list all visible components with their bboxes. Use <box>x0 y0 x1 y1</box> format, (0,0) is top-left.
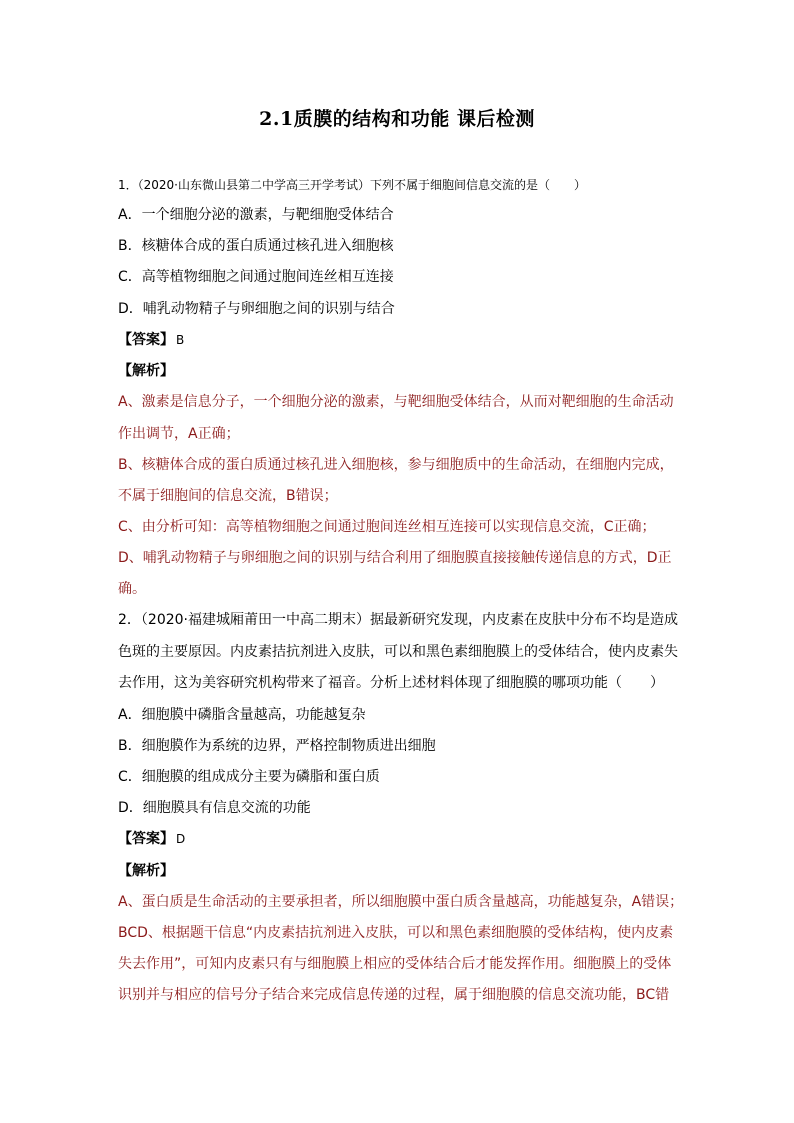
q1-answer <box>118 330 184 350</box>
q2-analysis-line-3: 失去作用”，可知内皮素只有与细胞膜上相应的受体结合后才能发挥作用。细胞膜上的受体 <box>118 956 672 972</box>
q1-analysis-line-4: 不属于细胞间的信息交流，B错误； <box>118 488 338 504</box>
q1-option-b: B．核糖体合成的蛋白质通过核孔进入细胞核 <box>118 238 394 254</box>
q1-analysis-line-3: B、核糖体合成的蛋白质通过核孔进入细胞核，参与细胞质中的生命活动，在细胞内完成， <box>118 457 674 473</box>
q1-analysis-line-1: A、激素是信息分子，一个细胞分泌的激素，与靶细胞受体结合，从而对靶细胞的生命活动 <box>118 394 674 410</box>
q1-analysis-line-5: C、由分析可知：高等植物细胞之间通过胞间连丝相互连接可以实现信息交流，C正确； <box>118 519 656 535</box>
q1-stem: 1．（2020·山东微山县第二中学高三开学考试）下列不属于细胞间信息交流的是（ ） <box>118 178 586 192</box>
q2-option-d: D．细胞膜具有信息交流的功能 <box>118 800 311 816</box>
q2-option-c: C．细胞膜的组成成分主要为磷脂和蛋白质 <box>118 769 380 785</box>
q1-option-c: C．高等植物细胞之间通过胞间连丝相互连接 <box>118 269 394 285</box>
q2-option-a: A．细胞膜中磷脂含量越高，功能越复杂 <box>118 707 366 723</box>
q2-analysis-line-2: BCD、根据题干信息“内皮素拮抗剂进入皮肤，可以和黑色素细胞膜的受体结构，使内皮素 <box>118 925 674 941</box>
q2-stem-line-3: 去作用，这为美容研究机构带来了福音。分析上述材料体现了细胞膜的哪项功能（ ） <box>118 675 664 691</box>
q1-analysis-label: 【解析】 <box>118 363 174 379</box>
q2-answer-label: 【答案】 <box>118 831 174 847</box>
q2-answer <box>118 829 185 849</box>
q1-analysis-line-6: D、哺乳动物精子与卵细胞之间的识别与结合利用了细胞膜直接接触传递信息的方式，D正 <box>118 550 672 566</box>
q1-analysis-line-7: 确。 <box>118 581 146 597</box>
q2-analysis-line-4: 识别并与相应的信号分子结合来完成信息传递的过程，属于细胞膜的信息交流功能，BC错 <box>118 987 670 1003</box>
q1-answer-label: 【答案】 <box>118 332 174 348</box>
q2-stem-line-2: 色斑的主要原因。内皮素拮抗剂进入皮肤，可以和黑色素细胞膜上的受体结合，使内皮素失 <box>118 644 678 660</box>
q2-answer-value: D <box>176 832 186 846</box>
q2-stem-line-1: 2．（2020·福建城厢莆田一中高二期末）据最新研究发现，内皮素在皮肤中分布不均是造成 <box>118 612 678 628</box>
q2-analysis-label: 【解析】 <box>118 863 174 879</box>
q1-answer-value: B <box>176 333 185 347</box>
q2-option-b: B．细胞膜作为系统的边界，严格控制物质进出细胞 <box>118 738 436 754</box>
q1-analysis-line-2: 作出调节，A正确； <box>118 426 240 442</box>
q1-option-a: A．一个细胞分泌的激素，与靶细胞受体结合 <box>118 207 394 223</box>
q1-option-d: D．哺乳动物精子与卵细胞之间的识别与结合 <box>118 301 395 317</box>
page-title: 2.1质膜的结构和功能 课后检测 <box>259 108 535 130</box>
q2-analysis-line-1: A、蛋白质是生命活动的主要承担者，所以细胞膜中蛋白质含量越高，功能越复杂，A错误； <box>118 894 684 910</box>
